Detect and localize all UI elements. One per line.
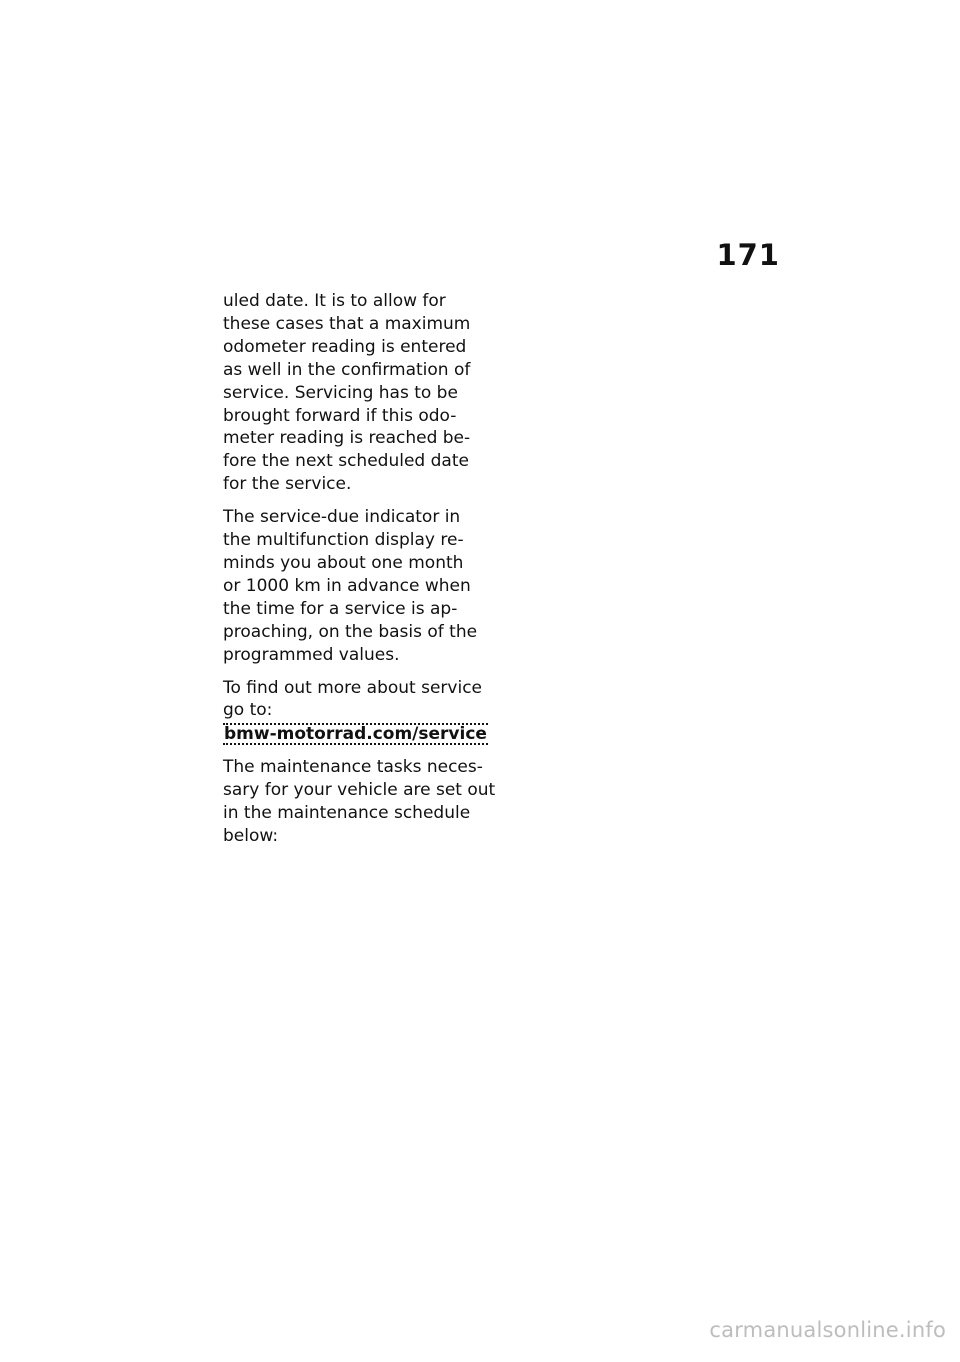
text-line: for the service. [223, 474, 352, 495]
text-line: the multifunction display re- [223, 530, 464, 551]
service-link[interactable]: bmw-motorrad.com/service [224, 724, 487, 745]
text-line: in the maintenance schedule [223, 803, 471, 824]
watermark-text: carmanualsonline.info [709, 1318, 946, 1342]
text-line: these cases that a maximum [223, 313, 471, 334]
paragraph-maintenance [223, 756, 498, 848]
text-line: service. Servicing has to be [223, 382, 458, 403]
text-line: as well in the confirmation of [223, 359, 471, 380]
text-line: the time for a service is ap- [223, 598, 458, 619]
text-line: proaching, on the basis of the [223, 621, 478, 642]
text-line: minds you about one month [223, 552, 464, 573]
text-line: below: [223, 825, 279, 846]
text-line: go to: [223, 700, 273, 721]
text-line: or 1000 km in advance when [223, 575, 471, 596]
paragraph-service-indicator [223, 506, 498, 666]
body-text [223, 290, 498, 858]
text-line: uled date. It is to allow for [223, 291, 446, 311]
paragraph-odometer [223, 290, 498, 496]
text-line: meter reading is reached be- [223, 428, 471, 449]
paragraph-service-link [223, 677, 498, 747]
page-number: 171 [716, 238, 780, 272]
text-line: programmed values. [223, 644, 400, 665]
text-line: brought forward if this odo- [223, 405, 457, 426]
text-line: odometer reading is entered [223, 336, 467, 357]
text-line: The maintenance tasks neces- [223, 757, 483, 778]
text-line: To find out more about service [223, 677, 483, 698]
text-line: fore the next scheduled date [223, 451, 469, 472]
text-line: sary for your vehicle are set out [223, 780, 496, 801]
text-line: The service-due indicator in [223, 507, 461, 528]
